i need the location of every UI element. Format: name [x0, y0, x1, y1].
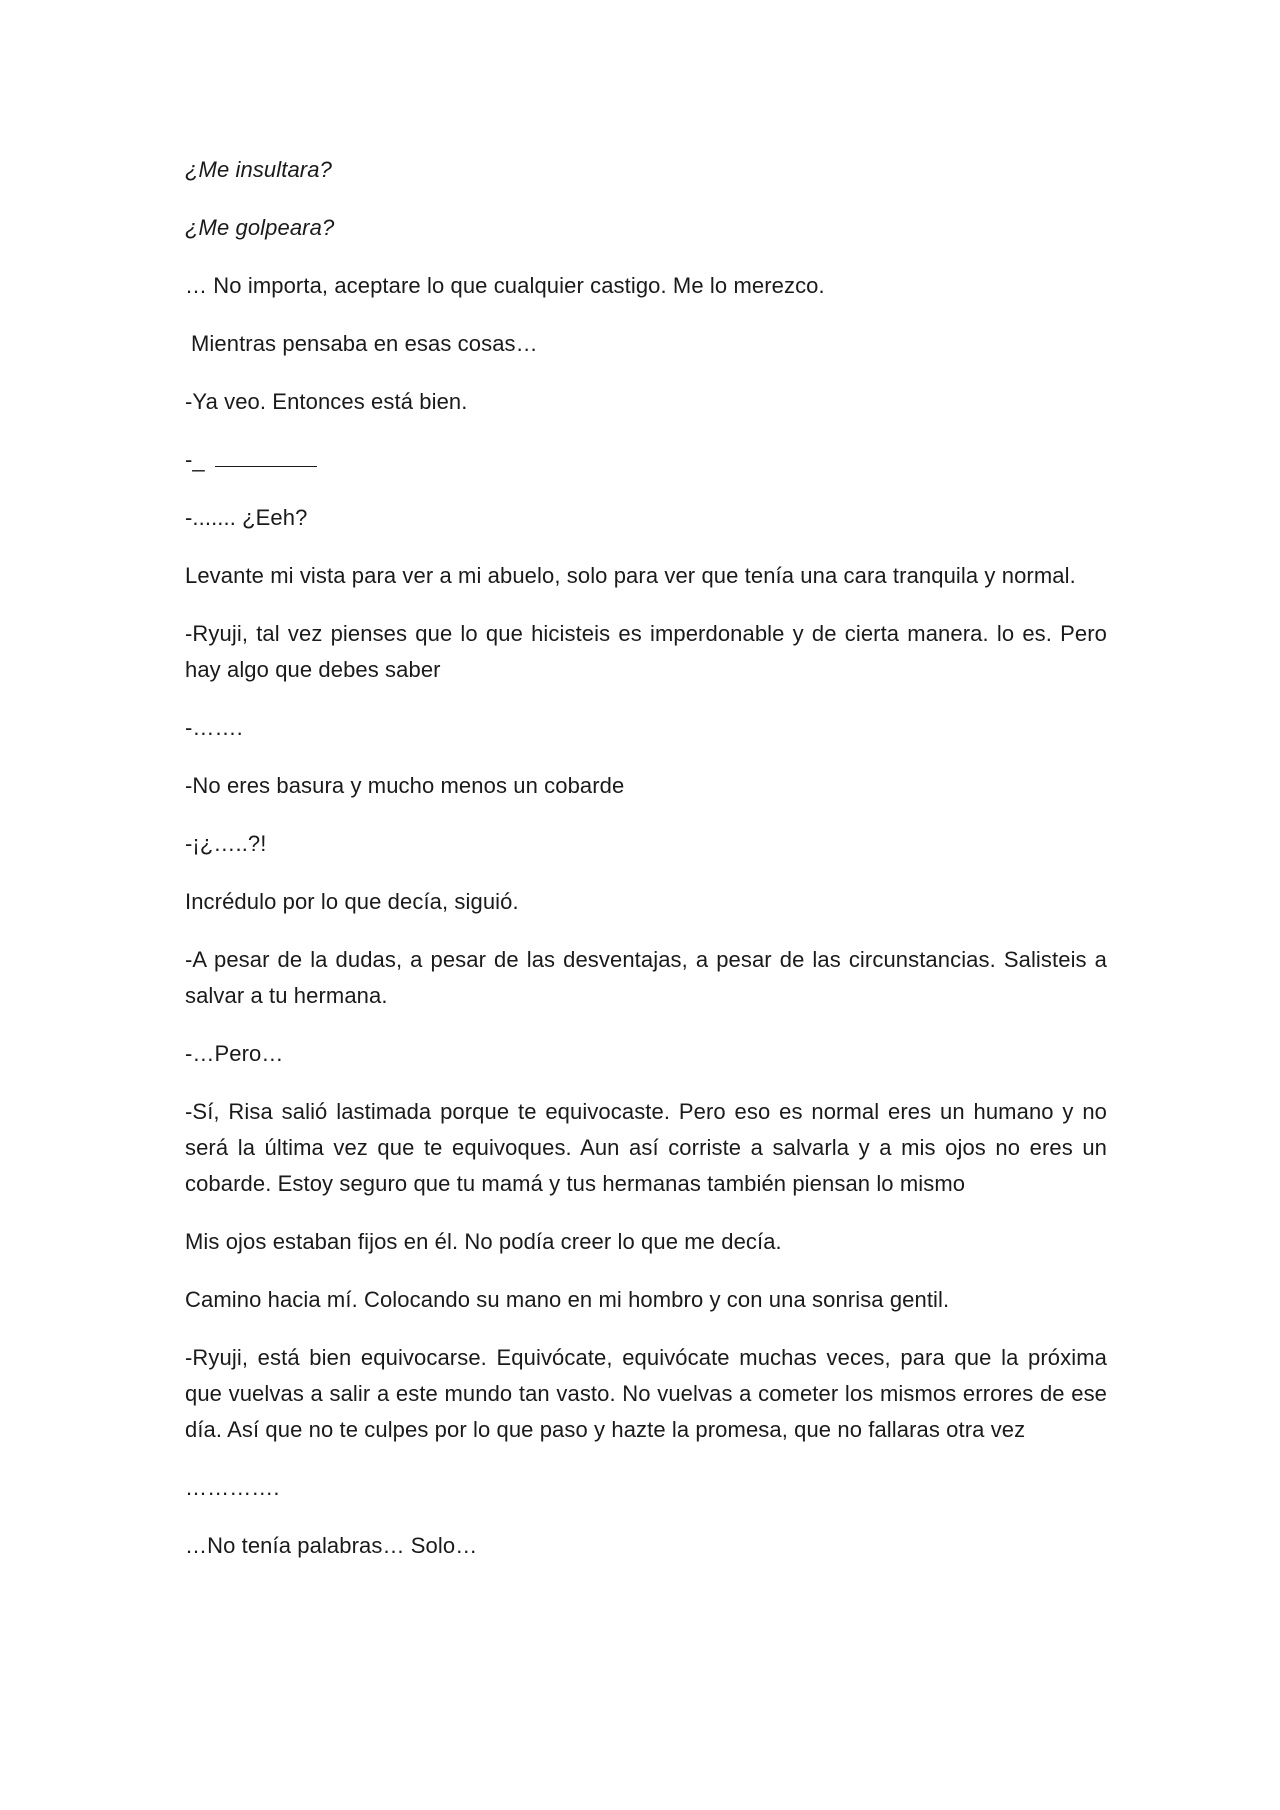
paragraph-6 [185, 442, 1107, 478]
paragraph-1: ¿Me insultara? [185, 157, 332, 182]
paragraph-7: -....... ¿Eeh? [185, 505, 308, 530]
paragraph-17: Mis ojos estaban fijos en él. No podía creer lo que me decía. [185, 1229, 782, 1254]
paragraph-12: -¡¿…..?! [185, 831, 267, 856]
paragraph-20: …………. [185, 1475, 280, 1500]
paragraph-8: Levante mi vista para ver a mi abuelo, solo para ver que tenía una cara tranquila y normal. [185, 563, 1076, 588]
paragraph-14: -A pesar de la dudas, a pesar de las desventajas, a pesar de las circunstancias. Salisteis a salvar a tu hermana. [185, 947, 1107, 1008]
paragraph-2: ¿Me golpeara? [185, 215, 335, 240]
paragraph-18: Camino hacia mí. Colocando su mano en mi hombro y con una sonrisa gentil. [185, 1287, 950, 1312]
paragraph-5: -Ya veo. Entonces está bien. [185, 389, 468, 414]
paragraph-13: Incrédulo por lo que decía, siguió. [185, 889, 519, 914]
paragraph-3: … No importa, aceptare lo que cualquier castigo. Me lo merezco. [185, 273, 825, 298]
paragraph-4: Mientras pensaba en esas cosas… [191, 331, 538, 356]
dash-underscore-text: -_ [185, 447, 205, 472]
paragraph-9: -Ryuji, tal vez pienses que lo que hicisteis es imperdonable y de cierta manera. lo es. Pero hay algo que debes saber [185, 621, 1107, 682]
paragraph-19: -Ryuji, está bien equivocarse. Equivócate, equivócate muchas veces, para que la próxima que vuelvas a salir a este mundo tan vasto. No vuelvas a cometer los mismos errores de ese día. Así que no te culpes por lo que paso y hazte la promesa, que no fallaras otra vez [185, 1345, 1107, 1442]
paragraph-10: -……. [185, 715, 243, 740]
paragraph-15: -…Pero… [185, 1041, 284, 1066]
paragraph-11: -No eres basura y mucho menos un cobarde [185, 773, 625, 798]
blank-underline [215, 442, 317, 467]
paragraph-21: …No tenía palabras… Solo… [185, 1533, 478, 1558]
paragraph-16: -Sí, Risa salió lastimada porque te equivocaste. Pero eso es normal eres un humano y no será la última vez que te equivoques. Aun así corriste a salvarla y a mis ojos no eres un cobarde. Estoy seguro que tu mamá y tus hermanas también piensan lo mismo [185, 1099, 1107, 1196]
document-page [185, 152, 1107, 1586]
